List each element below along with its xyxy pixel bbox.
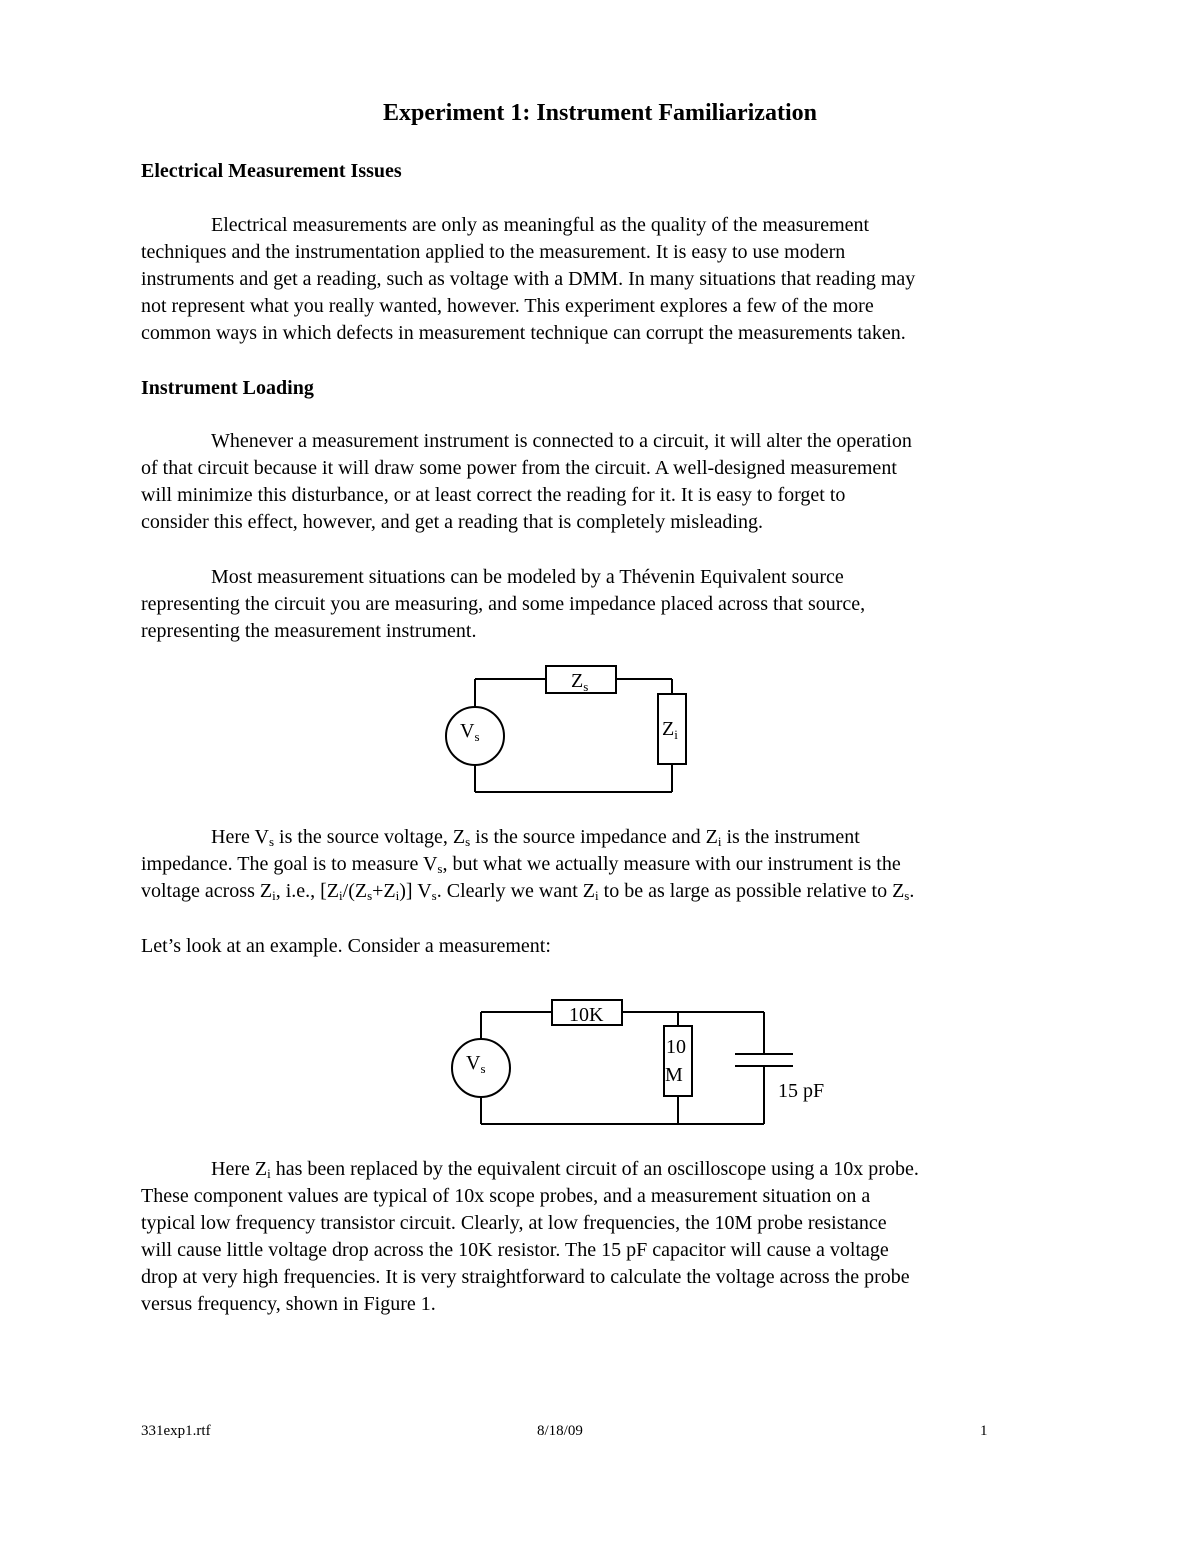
text-line: Whenever a measurement instrument is connected to a circuit, it will alter the operation xyxy=(211,430,912,452)
capacitor-label: 15 pF xyxy=(778,1080,825,1102)
text-line: versus frequency, shown in Figure 1. xyxy=(141,1293,436,1315)
footer-date: 8/18/09 xyxy=(537,1423,583,1439)
section-heading-measurement-issues: Electrical Measurement Issues xyxy=(141,160,402,182)
vs-label: $V_s$ xyxy=(466,1052,486,1076)
text-line: typical low frequency transistor circuit. Clearly, at low frequencies, the 10M probe resistance xyxy=(141,1212,887,1234)
text-line: Electrical measurements are only as meaningful as the quality of the measurement xyxy=(211,214,870,236)
text-line: will cause little voltage drop across the 10K resistor. The 15 pF capacitor will cause a voltage xyxy=(141,1239,889,1261)
resistor-10m-label-2: M xyxy=(665,1064,683,1086)
text-line: representing the circuit you are measuring, and some impedance placed across that source, xyxy=(141,593,866,615)
paragraph-loading-2 xyxy=(141,564,1071,645)
text-line: consider this effect, however, and get a reading that is completely misleading. xyxy=(141,511,763,533)
text-line: voltage across $Z_i$, i.e., $[Z_i/(Z_s+Z_i)]$ $V_s$. Clearly we want $Z_i$ to be as large as possible relative to $Z_s$. xyxy=(141,880,915,903)
voltage-source xyxy=(452,1039,510,1097)
resistor-10m-label-1: 10 xyxy=(666,1036,686,1058)
section-heading-instrument-loading: Instrument Loading xyxy=(141,377,314,399)
footer-page-number: 1 xyxy=(980,1423,988,1439)
text-line: Most measurement situations can be modeled by a Thévenin Equivalent source xyxy=(211,566,844,588)
text-line: instruments and get a reading, such as voltage with a DMM. In many situations that reading may xyxy=(141,268,916,290)
resistor-10m xyxy=(664,1026,692,1096)
paragraph-example-intro xyxy=(141,933,1071,960)
voltage-source xyxy=(446,707,504,765)
text-line: techniques and the instrumentation applied to the measurement. It is easy to use modern xyxy=(141,241,846,263)
resistor-10k xyxy=(552,1000,622,1025)
paragraph-impedance-explanation xyxy=(141,824,1071,905)
paragraph-measurement-issues xyxy=(141,212,1071,347)
page-title: Experiment 1: Instrument Familiarization xyxy=(383,100,817,126)
text-line: drop at very high frequencies. It is very straightforward to calculate the voltage across the probe xyxy=(141,1266,910,1288)
zi-label: $Z_i$ xyxy=(662,718,678,742)
text-line: common ways in which defects in measurement technique can corrupt the measurements taken. xyxy=(141,322,906,344)
text-line: will minimize this disturbance, or at least correct the reading for it. It is easy to forget to xyxy=(141,484,846,506)
vs-label: $V_s$ xyxy=(460,720,480,744)
footer-filename: 331exp1.rtf xyxy=(141,1423,211,1439)
resistor-10k-label: 10K xyxy=(569,1004,604,1026)
text-line: representing the measurement instrument. xyxy=(141,620,477,642)
zs-resistor xyxy=(546,666,616,693)
paragraph-oscilloscope-probe xyxy=(141,1156,1071,1318)
zi-resistor xyxy=(658,694,686,764)
text-line: Here $Z_i$ has been replaced by the equivalent circuit of an oscilloscope using a 10x probe. xyxy=(211,1158,919,1181)
text-line: impedance. The goal is to measure $V_s$, but what we actually measure with our instrument is the xyxy=(141,853,901,876)
text-line: Here $V_s$ is the source voltage, $Z_s$ is the source impedance and $Z_i$ is the instrument xyxy=(211,826,860,849)
text-line: not represent what you really wanted, however. This experiment explores a few of the more xyxy=(141,295,874,317)
paragraph-loading-1 xyxy=(141,428,1071,536)
text-line: Let’s look at an example. Consider a measurement: xyxy=(141,935,551,957)
text-line: of that circuit because it will draw some power from the circuit. A well-designed measurement xyxy=(141,457,897,479)
text-line: These component values are typical of 10x scope probes, and a measurement situation on a xyxy=(141,1185,871,1207)
zs-label: $Z_s$ xyxy=(571,670,589,694)
